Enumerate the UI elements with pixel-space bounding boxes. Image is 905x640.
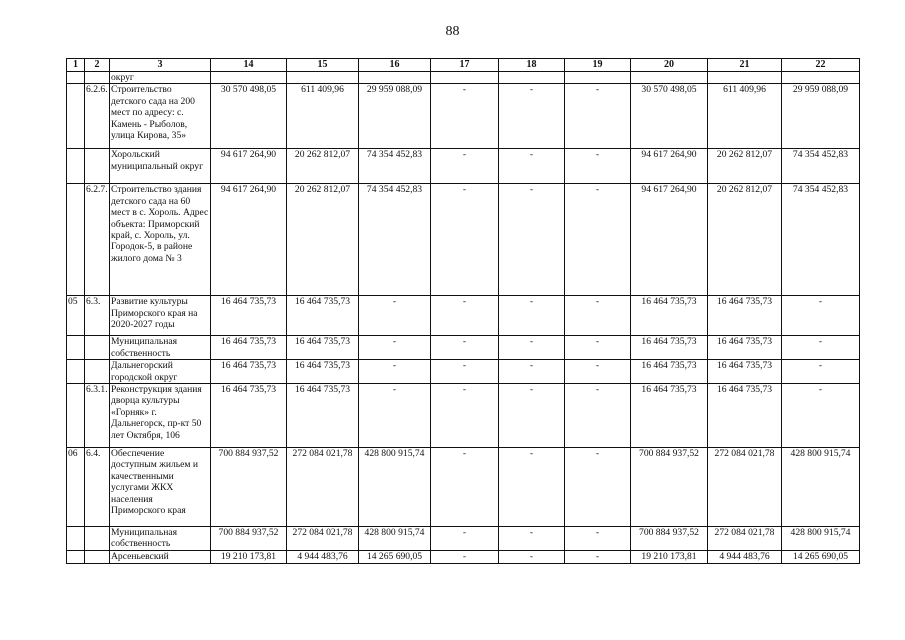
item-name-cell: Дальнегорский городской округ	[110, 360, 211, 384]
table-row	[67, 184, 860, 296]
column-header: 18	[499, 59, 565, 72]
amount-cell	[708, 72, 782, 84]
amount-cell: 428 800 915,74	[359, 448, 431, 527]
amount-cell: 14 265 690,05	[782, 550, 860, 563]
amount-cell: 16 464 735,73	[287, 296, 359, 336]
amount-cell: -	[782, 360, 860, 384]
row-code-cell	[67, 550, 85, 563]
item-number-cell	[85, 360, 110, 384]
item-number-cell: 6.4.	[85, 448, 110, 527]
amount-cell: -	[499, 384, 565, 448]
row-code-cell	[67, 84, 85, 149]
amount-cell	[359, 72, 431, 84]
table-row	[67, 149, 860, 184]
amount-cell: 272 084 021,78	[708, 448, 782, 527]
amount-cell: -	[782, 296, 860, 336]
amount-cell: -	[359, 296, 431, 336]
row-code-cell	[67, 149, 85, 184]
table-row	[67, 296, 860, 336]
amount-cell: 16 464 735,73	[708, 384, 782, 448]
row-code-cell	[67, 72, 85, 84]
amount-cell: -	[431, 336, 499, 360]
amount-cell: 4 944 483,76	[708, 550, 782, 563]
column-header: 19	[565, 59, 631, 72]
amount-cell: 29 959 088,09	[782, 84, 860, 149]
amount-cell: 700 884 937,52	[211, 448, 287, 527]
item-number-cell	[85, 72, 110, 84]
amount-cell: 20 262 812,07	[708, 184, 782, 296]
amount-cell: 16 464 735,73	[211, 384, 287, 448]
column-header: 22	[782, 59, 860, 72]
item-name-cell: Строительство здания детского сада на 60 мест в с. Хороль. Адрес объекта: Приморский край, с. Хороль, ул. Городок-5, в районе жилого дома № 3	[110, 184, 211, 296]
table-row	[67, 360, 860, 384]
amount-cell: -	[431, 527, 499, 551]
amount-cell: 20 262 812,07	[287, 184, 359, 296]
column-header: 14	[211, 59, 287, 72]
column-header: 17	[431, 59, 499, 72]
item-name-cell: Развитие культуры Приморского края на 2020-2027 годы	[110, 296, 211, 336]
row-code-cell	[67, 527, 85, 551]
amount-cell: 30 570 498,05	[631, 84, 708, 149]
item-number-cell: 6.2.6.	[85, 84, 110, 149]
amount-cell: -	[499, 184, 565, 296]
amount-cell: -	[565, 448, 631, 527]
table-row	[67, 336, 860, 360]
amount-cell	[565, 72, 631, 84]
amount-cell: 20 262 812,07	[287, 149, 359, 184]
item-number-cell: 6.2.7.	[85, 184, 110, 296]
column-header: 3	[110, 59, 211, 72]
amount-cell: -	[431, 84, 499, 149]
amount-cell	[631, 72, 708, 84]
amount-cell: -	[431, 384, 499, 448]
amount-cell: -	[565, 360, 631, 384]
amount-cell: 611 409,96	[708, 84, 782, 149]
amount-cell: -	[782, 384, 860, 448]
amount-cell: -	[565, 384, 631, 448]
amount-cell: -	[499, 527, 565, 551]
amount-cell: -	[499, 448, 565, 527]
amount-cell: 74 354 452,83	[782, 184, 860, 296]
amount-cell: 272 084 021,78	[287, 527, 359, 551]
amount-cell: -	[782, 336, 860, 360]
amount-cell: -	[431, 550, 499, 563]
column-header: 20	[631, 59, 708, 72]
amount-cell: 16 464 735,73	[287, 384, 359, 448]
amount-cell: 700 884 937,52	[211, 527, 287, 551]
amount-cell: 16 464 735,73	[631, 336, 708, 360]
amount-cell: 94 617 264,90	[211, 149, 287, 184]
column-header: 1	[67, 59, 85, 72]
amount-cell: 16 464 735,73	[631, 384, 708, 448]
amount-cell: -	[499, 84, 565, 149]
amount-cell: -	[431, 184, 499, 296]
column-header: 2	[85, 59, 110, 72]
amount-cell: 16 464 735,73	[708, 360, 782, 384]
column-header: 21	[708, 59, 782, 72]
row-code-cell: 06	[67, 448, 85, 527]
table-row	[67, 448, 860, 527]
amount-cell: 94 617 264,90	[631, 149, 708, 184]
item-number-cell: 6.3.1.	[85, 384, 110, 448]
item-name-cell: Строительство детского сада на 200 мест по адресу: с. Камень - Рыболов, улица Кирова, 35»	[110, 84, 211, 149]
amount-cell: 74 354 452,83	[359, 149, 431, 184]
item-number-cell	[85, 149, 110, 184]
amount-cell	[287, 72, 359, 84]
amount-cell: 29 959 088,09	[359, 84, 431, 149]
item-name-cell: округ	[110, 72, 211, 84]
amount-cell: -	[431, 448, 499, 527]
amount-cell: -	[565, 184, 631, 296]
item-name-cell: Обеспечение доступным жильем и качественными услугами ЖКХ населения Приморского края	[110, 448, 211, 527]
amount-cell: 428 800 915,74	[782, 527, 860, 551]
row-code-cell: 05	[67, 296, 85, 336]
table-row	[67, 84, 860, 149]
amount-cell: -	[499, 360, 565, 384]
item-number-cell: 6.3.	[85, 296, 110, 336]
amount-cell: -	[431, 296, 499, 336]
row-code-cell	[67, 336, 85, 360]
amount-cell: 94 617 264,90	[211, 184, 287, 296]
amount-cell: -	[431, 149, 499, 184]
budget-table	[66, 58, 860, 564]
table-row	[67, 527, 860, 551]
item-number-cell	[85, 550, 110, 563]
item-name-cell: Муниципальная собственность	[110, 527, 211, 551]
amount-cell	[431, 72, 499, 84]
amount-cell: 428 800 915,74	[782, 448, 860, 527]
amount-cell: 4 944 483,76	[287, 550, 359, 563]
item-name-cell: Реконструкция здания дворца культуры «Горняк» г. Дальнегорск, пр-кт 50 лет Октября, 106	[110, 384, 211, 448]
amount-cell	[782, 72, 860, 84]
amount-cell: 16 464 735,73	[287, 336, 359, 360]
amount-cell	[499, 72, 565, 84]
amount-cell: 272 084 021,78	[287, 448, 359, 527]
amount-cell: 16 464 735,73	[708, 336, 782, 360]
item-number-cell	[85, 336, 110, 360]
amount-cell: 272 084 021,78	[708, 527, 782, 551]
amount-cell	[211, 72, 287, 84]
amount-cell: 611 409,96	[287, 84, 359, 149]
amount-cell: 74 354 452,83	[782, 149, 860, 184]
amount-cell: -	[565, 336, 631, 360]
amount-cell: -	[359, 384, 431, 448]
item-name-cell: Арсеньевский	[110, 550, 211, 563]
amount-cell: 16 464 735,73	[211, 336, 287, 360]
amount-cell: -	[499, 336, 565, 360]
amount-cell: 20 262 812,07	[708, 149, 782, 184]
row-code-cell	[67, 360, 85, 384]
amount-cell: 30 570 498,05	[211, 84, 287, 149]
amount-cell: -	[565, 84, 631, 149]
item-number-cell	[85, 527, 110, 551]
amount-cell: -	[431, 360, 499, 384]
item-name-cell: Муниципальная собственность	[110, 336, 211, 360]
table-row	[67, 72, 860, 84]
amount-cell: 428 800 915,74	[359, 527, 431, 551]
amount-cell: 700 884 937,52	[631, 448, 708, 527]
amount-cell: 74 354 452,83	[359, 184, 431, 296]
amount-cell: 14 265 690,05	[359, 550, 431, 563]
amount-cell: -	[359, 360, 431, 384]
row-code-cell	[67, 184, 85, 296]
column-header: 15	[287, 59, 359, 72]
amount-cell: 16 464 735,73	[211, 296, 287, 336]
column-header: 16	[359, 59, 431, 72]
amount-cell: -	[565, 550, 631, 563]
amount-cell: -	[565, 527, 631, 551]
amount-cell: -	[499, 296, 565, 336]
amount-cell: 19 210 173,81	[211, 550, 287, 563]
amount-cell: 94 617 264,90	[631, 184, 708, 296]
amount-cell: 16 464 735,73	[631, 360, 708, 384]
item-name-cell: Хорольский муниципальный округ	[110, 149, 211, 184]
amount-cell: -	[565, 296, 631, 336]
amount-cell: 19 210 173,81	[631, 550, 708, 563]
amount-cell: 16 464 735,73	[287, 360, 359, 384]
amount-cell: 700 884 937,52	[631, 527, 708, 551]
table-body	[67, 72, 860, 564]
table-row	[67, 550, 860, 563]
row-code-cell	[67, 384, 85, 448]
page-number: 88	[445, 24, 460, 39]
amount-cell: -	[359, 336, 431, 360]
amount-cell: 16 464 735,73	[631, 296, 708, 336]
amount-cell: -	[499, 149, 565, 184]
amount-cell: -	[499, 550, 565, 563]
amount-cell: 16 464 735,73	[708, 296, 782, 336]
amount-cell: 16 464 735,73	[211, 360, 287, 384]
header-row	[67, 59, 860, 72]
amount-cell: -	[565, 149, 631, 184]
table-row	[67, 384, 860, 448]
